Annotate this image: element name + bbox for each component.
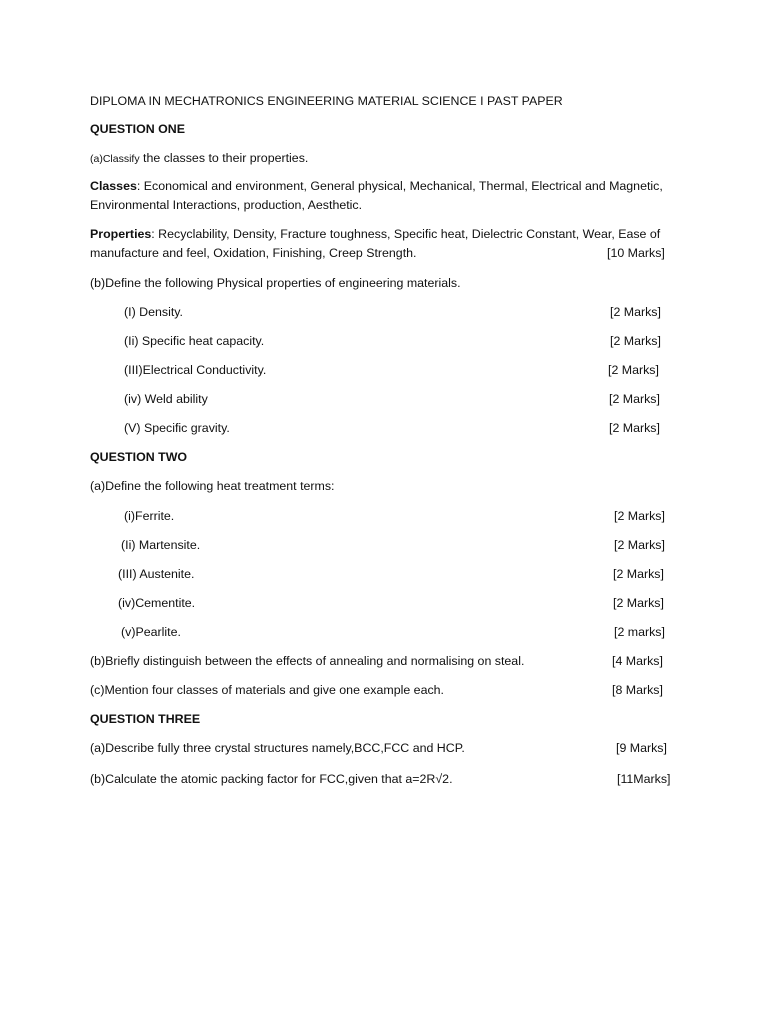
question-three-heading: QUESTION THREE xyxy=(90,712,201,726)
properties-label: Properties xyxy=(90,227,152,241)
list-item: (v)Pearlite. xyxy=(121,625,181,639)
list-item: (V) Specific gravity. xyxy=(124,421,230,435)
list-item: (III)Electrical Conductivity. xyxy=(124,363,267,377)
list-item: (iv)Cementite. xyxy=(118,596,196,610)
item-marks: [2 Marks] xyxy=(609,392,660,406)
q2-part-b-marks: [4 Marks] xyxy=(612,654,663,668)
list-item: (I) Density. xyxy=(124,305,183,319)
question-two-heading: QUESTION TWO xyxy=(90,450,188,464)
classes-text: : Economical and environment, General physical, Mechanical, Thermal, Electrical and Magnetic, Environmental Interactions, production, Aesthetic. xyxy=(90,179,663,212)
item-marks: [2 Marks] xyxy=(614,538,665,552)
q1-properties-paragraph xyxy=(90,225,668,263)
q1-part-a-text: the classes to their properties. xyxy=(139,151,309,165)
q2-part-b: (b)Briefly distinguish between the effects of annealing and normalising on steal. xyxy=(90,654,525,668)
document-title: DIPLOMA IN MECHATRONICS ENGINEERING MATERIAL SCIENCE I PAST PAPER xyxy=(90,94,563,108)
properties-text: : Recyclability, Density, Fracture toughness, Specific heat, Dielectric Constant, Wear, Ease of manufacture and feel, Oxidation, Finishing, Creep Strength. xyxy=(90,227,661,260)
question-one-heading: QUESTION ONE xyxy=(90,122,186,136)
item-marks: [2 Marks] xyxy=(614,509,665,523)
q1-part-b: (b)Define the following Physical properties of engineering materials. xyxy=(90,276,461,290)
q2-part-a: (a)Define the following heat treatment terms: xyxy=(90,479,335,493)
item-marks: [2 Marks] xyxy=(609,421,660,435)
item-marks: [2 Marks] xyxy=(613,596,664,610)
q2-part-c: (c)Mention four classes of materials and give one example each. xyxy=(90,683,444,697)
item-marks: [2 Marks] xyxy=(613,567,664,581)
classes-label: Classes xyxy=(90,179,137,193)
list-item: (Ii) Martensite. xyxy=(121,538,201,552)
q1-properties-marks: [10 Marks] xyxy=(607,246,665,260)
item-marks: [2 Marks] xyxy=(610,334,661,348)
q3-part-a: (a)Describe fully three crystal structures namely,BCC,FCC and HCP. xyxy=(90,741,465,755)
list-item: (iv) Weld ability xyxy=(124,392,208,406)
item-marks: [2 Marks] xyxy=(610,305,661,319)
q1-part-a-prefix: (a)Classify xyxy=(90,153,140,165)
item-marks: [2 Marks] xyxy=(608,363,659,377)
list-item: (Ii) Specific heat capacity. xyxy=(124,334,265,348)
q2-part-c-marks: [8 Marks] xyxy=(612,683,663,697)
item-marks: [2 marks] xyxy=(614,625,665,639)
q1-part-a xyxy=(90,151,308,167)
q3-part-b: (b)Calculate the atomic packing factor for FCC,given that a=2R√2. xyxy=(90,772,453,786)
q1-classes-paragraph xyxy=(90,177,668,215)
q3-part-b-marks: [11Marks] xyxy=(617,772,671,786)
list-item: (i)Ferrite. xyxy=(124,509,175,523)
list-item: (III) Austenite. xyxy=(118,567,195,581)
q3-part-a-marks: [9 Marks] xyxy=(616,741,667,755)
